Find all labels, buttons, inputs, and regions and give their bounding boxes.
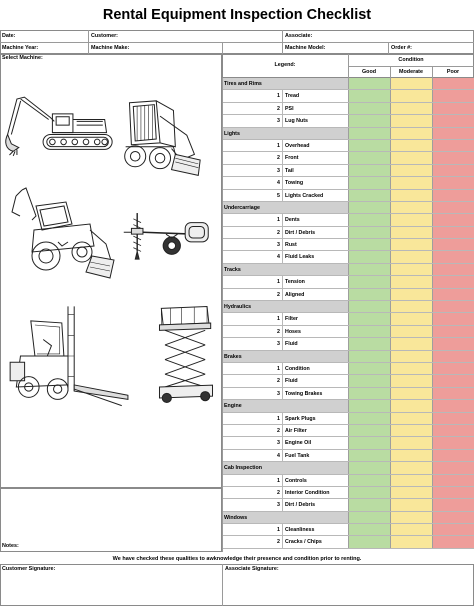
item-name: Cracks / Chips bbox=[282, 536, 348, 547]
condition-checkbox-good[interactable] bbox=[348, 90, 390, 101]
item-label bbox=[222, 437, 348, 448]
item-label bbox=[222, 313, 348, 324]
item-name: Tail bbox=[282, 165, 348, 176]
category-label: Engine bbox=[222, 400, 348, 411]
item-label bbox=[222, 375, 348, 386]
checklist-item-row bbox=[222, 313, 474, 325]
condition-checkbox-mod[interactable] bbox=[390, 239, 432, 250]
checklist-item-row bbox=[222, 165, 474, 177]
item-name: Fuel Tank bbox=[282, 450, 348, 461]
item-name: Rust bbox=[282, 239, 348, 250]
associate-field[interactable]: Associate: bbox=[285, 33, 313, 39]
condition-checkbox-mod[interactable] bbox=[390, 177, 432, 188]
condition-checkbox-mod[interactable] bbox=[390, 413, 432, 424]
condition-checkbox-mod[interactable] bbox=[390, 152, 432, 163]
item-label bbox=[222, 190, 348, 201]
item-label bbox=[222, 214, 348, 225]
associate-signature-field[interactable]: Associate Signature: bbox=[225, 566, 279, 572]
condition-cell-poor bbox=[432, 78, 474, 89]
checklist-item-row bbox=[222, 276, 474, 288]
notes-label: Notes: bbox=[2, 543, 19, 549]
condition-checkbox-poor[interactable] bbox=[432, 115, 474, 126]
condition-cell-good bbox=[348, 202, 390, 213]
item-number: 2 bbox=[277, 291, 280, 298]
checklist-item-row bbox=[222, 388, 474, 400]
condition-cell-poor bbox=[432, 202, 474, 213]
condition-checkbox-good[interactable] bbox=[348, 326, 390, 337]
condition-checkbox-good[interactable] bbox=[348, 450, 390, 461]
item-label bbox=[222, 326, 348, 337]
checklist-item-row bbox=[222, 239, 474, 251]
condition-checkbox-poor[interactable] bbox=[432, 437, 474, 448]
condition-checkbox-good[interactable] bbox=[348, 289, 390, 300]
condition-checkbox-good[interactable] bbox=[348, 214, 390, 225]
condition-checkbox-mod[interactable] bbox=[390, 425, 432, 436]
scissor-lift-icon[interactable] bbox=[154, 300, 218, 410]
category-row bbox=[222, 128, 474, 140]
item-label bbox=[222, 177, 348, 188]
item-label bbox=[222, 152, 348, 163]
condition-checkbox-mod[interactable] bbox=[390, 338, 432, 349]
condition-cell-good bbox=[348, 400, 390, 411]
item-name: Fluid bbox=[282, 375, 348, 386]
condition-checkbox-mod[interactable] bbox=[390, 214, 432, 225]
checklist-item-row bbox=[222, 140, 474, 152]
item-label bbox=[222, 115, 348, 126]
checklist-item-row bbox=[222, 214, 474, 226]
condition-checkbox-poor[interactable] bbox=[432, 499, 474, 510]
item-name: Hoses bbox=[282, 326, 348, 337]
condition-cell-poor bbox=[432, 301, 474, 312]
category-label: Windows bbox=[222, 512, 348, 523]
condition-checkbox-poor[interactable] bbox=[432, 475, 474, 486]
checklist-item-row bbox=[222, 425, 474, 437]
item-name: Lights Cracked bbox=[282, 190, 348, 201]
condition-checkbox-good[interactable] bbox=[348, 165, 390, 176]
condition-checkbox-poor[interactable] bbox=[432, 227, 474, 238]
condition-checkbox-mod[interactable] bbox=[390, 487, 432, 498]
item-name: Lug Nuts bbox=[282, 115, 348, 126]
item-number: 1 bbox=[277, 477, 280, 484]
item-number: 5 bbox=[277, 192, 280, 199]
item-number: 1 bbox=[277, 527, 280, 534]
checklist-item-row bbox=[222, 375, 474, 387]
condition-checkbox-poor[interactable] bbox=[432, 388, 474, 399]
condition-cell-poor bbox=[432, 462, 474, 473]
item-number: 3 bbox=[277, 440, 280, 447]
item-name: Engine Oil bbox=[282, 437, 348, 448]
item-label bbox=[222, 499, 348, 510]
condition-checkbox-good[interactable] bbox=[348, 276, 390, 287]
item-label bbox=[222, 289, 348, 300]
item-name: Spark Plugs bbox=[282, 413, 348, 424]
item-name: Interior Condition bbox=[282, 487, 348, 498]
item-label bbox=[222, 524, 348, 535]
item-label bbox=[222, 487, 348, 498]
category-label: Tracks bbox=[222, 264, 348, 275]
forklift-icon[interactable] bbox=[6, 304, 130, 408]
good-header: Good bbox=[361, 69, 377, 75]
condition-checkbox-mod[interactable] bbox=[390, 90, 432, 101]
condition-checkbox-good[interactable] bbox=[348, 152, 390, 163]
item-number: 2 bbox=[277, 539, 280, 546]
select-machine-label: Select Machine: bbox=[2, 55, 43, 61]
checklist-item-row bbox=[222, 90, 474, 102]
checklist-item-row bbox=[222, 177, 474, 189]
item-number: 3 bbox=[277, 118, 280, 125]
machine-model-field[interactable]: Machine Model: bbox=[285, 45, 326, 51]
condition-checkbox-mod[interactable] bbox=[390, 375, 432, 386]
item-number: 3 bbox=[277, 242, 280, 249]
condition-cell-mod bbox=[390, 202, 432, 213]
item-number: 3 bbox=[277, 167, 280, 174]
item-number: 1 bbox=[277, 217, 280, 224]
item-number: 3 bbox=[277, 502, 280, 509]
condition-checkbox-poor[interactable] bbox=[432, 165, 474, 176]
condition-checkbox-good[interactable] bbox=[348, 227, 390, 238]
item-number: 2 bbox=[277, 427, 280, 434]
item-label bbox=[222, 103, 348, 114]
condition-checkbox-poor[interactable] bbox=[432, 152, 474, 163]
item-number: 1 bbox=[277, 142, 280, 149]
category-row bbox=[222, 400, 474, 412]
condition-cell-good bbox=[348, 301, 390, 312]
condition-checkbox-mod[interactable] bbox=[390, 499, 432, 510]
condition-checkbox-good[interactable] bbox=[348, 313, 390, 324]
item-label bbox=[222, 450, 348, 461]
order-number-field[interactable]: Order #: bbox=[391, 45, 412, 51]
condition-cell-mod bbox=[390, 264, 432, 275]
item-name: Overhead bbox=[282, 140, 348, 151]
item-name: Towing bbox=[282, 177, 348, 188]
item-number: 1 bbox=[277, 316, 280, 323]
condition-cell-good bbox=[348, 78, 390, 89]
machine-make-field[interactable]: Machine Make: bbox=[91, 45, 130, 51]
item-number: 2 bbox=[277, 489, 280, 496]
condition-cell-mod bbox=[390, 462, 432, 473]
checklist-item-row bbox=[222, 524, 474, 536]
condition-checkbox-poor[interactable] bbox=[432, 338, 474, 349]
category-row bbox=[222, 462, 474, 474]
item-label bbox=[222, 276, 348, 287]
item-label bbox=[222, 239, 348, 250]
condition-checkbox-poor[interactable] bbox=[432, 190, 474, 201]
condition-checkbox-poor[interactable] bbox=[432, 375, 474, 386]
condition-checkbox-good[interactable] bbox=[348, 103, 390, 114]
condition-cell-mod bbox=[390, 128, 432, 139]
condition-checkbox-good[interactable] bbox=[348, 487, 390, 498]
checklist-item-row bbox=[222, 326, 474, 338]
condition-checkbox-good[interactable] bbox=[348, 115, 390, 126]
item-label bbox=[222, 251, 348, 262]
condition-cell-mod bbox=[390, 301, 432, 312]
condition-checkbox-mod[interactable] bbox=[390, 437, 432, 448]
category-row bbox=[222, 264, 474, 276]
condition-checkbox-good[interactable] bbox=[348, 338, 390, 349]
item-number: 2 bbox=[277, 229, 280, 236]
condition-cell-poor bbox=[432, 128, 474, 139]
item-number: 3 bbox=[277, 390, 280, 397]
condition-cell-mod bbox=[390, 351, 432, 362]
item-label bbox=[222, 475, 348, 486]
condition-checkbox-mod[interactable] bbox=[390, 115, 432, 126]
condition-checkbox-poor[interactable] bbox=[432, 413, 474, 424]
item-name: Front bbox=[282, 152, 348, 163]
poor-header: Poor bbox=[446, 69, 460, 75]
category-label: Cab Inspection bbox=[222, 462, 348, 473]
condition-checkbox-mod[interactable] bbox=[390, 140, 432, 151]
condition-checkbox-poor[interactable] bbox=[432, 239, 474, 250]
item-name: Filter bbox=[282, 313, 348, 324]
category-row bbox=[222, 78, 474, 90]
item-number: 1 bbox=[277, 365, 280, 372]
customer-signature-field[interactable]: Customer Signature: bbox=[2, 566, 56, 572]
item-label bbox=[222, 227, 348, 238]
item-name: Dirt / Debris bbox=[282, 227, 348, 238]
checklist-grid bbox=[222, 78, 474, 549]
item-number: 2 bbox=[277, 328, 280, 335]
item-name: Air Filter bbox=[282, 425, 348, 436]
condition-checkbox-good[interactable] bbox=[348, 190, 390, 201]
item-label bbox=[222, 90, 348, 101]
item-label bbox=[222, 140, 348, 151]
condition-checkbox-good[interactable] bbox=[348, 363, 390, 374]
condition-checkbox-mod[interactable] bbox=[390, 103, 432, 114]
skid-steer-icon[interactable] bbox=[118, 94, 204, 186]
checklist-item-row bbox=[222, 289, 474, 301]
condition-checkbox-mod[interactable] bbox=[390, 536, 432, 547]
category-label: Lights bbox=[222, 128, 348, 139]
condition-checkbox-poor[interactable] bbox=[432, 177, 474, 188]
condition-checkbox-poor[interactable] bbox=[432, 276, 474, 287]
condition-checkbox-mod[interactable] bbox=[390, 388, 432, 399]
condition-cell-mod bbox=[390, 512, 432, 523]
condition-checkbox-good[interactable] bbox=[348, 524, 390, 535]
condition-checkbox-poor[interactable] bbox=[432, 536, 474, 547]
condition-checkbox-good[interactable] bbox=[348, 239, 390, 250]
item-name: Fluid bbox=[282, 338, 348, 349]
notes-box[interactable] bbox=[0, 488, 222, 552]
checklist-item-row bbox=[222, 413, 474, 425]
checklist-item-row bbox=[222, 338, 474, 350]
category-row bbox=[222, 202, 474, 214]
backhoe-loader-icon[interactable] bbox=[6, 186, 116, 286]
condition-cell-good bbox=[348, 351, 390, 362]
item-name: Condition bbox=[282, 363, 348, 374]
checklist-item-row bbox=[222, 103, 474, 115]
item-number: 1 bbox=[277, 93, 280, 100]
condition-checkbox-poor[interactable] bbox=[432, 524, 474, 535]
condition-checkbox-poor[interactable] bbox=[432, 487, 474, 498]
condition-checkbox-poor[interactable] bbox=[432, 363, 474, 374]
item-name: PSI bbox=[282, 103, 348, 114]
item-label bbox=[222, 388, 348, 399]
condition-cell-poor bbox=[432, 264, 474, 275]
condition-checkbox-poor[interactable] bbox=[432, 251, 474, 262]
condition-checkbox-good[interactable] bbox=[348, 375, 390, 386]
page-title: Rental Equipment Inspection Checklist bbox=[102, 7, 372, 23]
checklist-item-row bbox=[222, 536, 474, 548]
condition-cell-good bbox=[348, 128, 390, 139]
condition-checkbox-good[interactable] bbox=[348, 413, 390, 424]
condition-cell-mod bbox=[390, 400, 432, 411]
condition-checkbox-mod[interactable] bbox=[390, 289, 432, 300]
checklist-item-row bbox=[222, 190, 474, 202]
condition-checkbox-good[interactable] bbox=[348, 388, 390, 399]
condition-checkbox-good[interactable] bbox=[348, 499, 390, 510]
checklist-item-row bbox=[222, 251, 474, 263]
condition-checkbox-good[interactable] bbox=[348, 251, 390, 262]
condition-checkbox-mod[interactable] bbox=[390, 326, 432, 337]
category-label: Hydraulics bbox=[222, 301, 348, 312]
condition-checkbox-mod[interactable] bbox=[390, 227, 432, 238]
category-label: Undercarriage bbox=[222, 202, 348, 213]
legend-label: Legend: bbox=[274, 62, 296, 68]
item-name: Cleanliness bbox=[282, 524, 348, 535]
category-label: Tires and Rims bbox=[222, 78, 348, 89]
condition-checkbox-poor[interactable] bbox=[432, 313, 474, 324]
checklist-item-row bbox=[222, 487, 474, 499]
item-name: Tread bbox=[282, 90, 348, 101]
checklist-item-row bbox=[222, 227, 474, 239]
condition-header: Condition bbox=[398, 57, 424, 63]
condition-checkbox-mod[interactable] bbox=[390, 190, 432, 201]
item-name: Dirt / Debris bbox=[282, 499, 348, 510]
condition-checkbox-mod[interactable] bbox=[390, 450, 432, 461]
item-label bbox=[222, 536, 348, 547]
condition-checkbox-poor[interactable] bbox=[432, 90, 474, 101]
category-row bbox=[222, 512, 474, 524]
excavator-icon[interactable] bbox=[2, 88, 114, 166]
item-label bbox=[222, 363, 348, 374]
condition-checkbox-poor[interactable] bbox=[432, 103, 474, 114]
item-name: Dents bbox=[282, 214, 348, 225]
checklist-item-row bbox=[222, 450, 474, 462]
checklist-item-row bbox=[222, 115, 474, 127]
machine-year-field[interactable]: Machine Year: bbox=[2, 45, 39, 51]
condition-checkbox-mod[interactable] bbox=[390, 251, 432, 262]
item-number: 2 bbox=[277, 378, 280, 385]
item-number: 1 bbox=[277, 279, 280, 286]
condition-cell-poor bbox=[432, 351, 474, 362]
checklist-item-row bbox=[222, 363, 474, 375]
checklist-item-row bbox=[222, 499, 474, 511]
item-name: Controls bbox=[282, 475, 348, 486]
condition-checkbox-good[interactable] bbox=[348, 177, 390, 188]
condition-checkbox-poor[interactable] bbox=[432, 214, 474, 225]
condition-checkbox-good[interactable] bbox=[348, 536, 390, 547]
condition-checkbox-good[interactable] bbox=[348, 140, 390, 151]
condition-checkbox-good[interactable] bbox=[348, 437, 390, 448]
customer-field[interactable]: Customer: bbox=[91, 33, 118, 39]
condition-checkbox-poor[interactable] bbox=[432, 326, 474, 337]
category-row bbox=[222, 301, 474, 313]
item-name: Fluid Leaks bbox=[282, 251, 348, 262]
item-number: 1 bbox=[277, 415, 280, 422]
item-label bbox=[222, 165, 348, 176]
item-number: 3 bbox=[277, 341, 280, 348]
condition-checkbox-mod[interactable] bbox=[390, 363, 432, 374]
condition-checkbox-poor[interactable] bbox=[432, 140, 474, 151]
acknowledgement-text: We have checked these qualities to awknowledge their presence and condition prior to renting. bbox=[112, 556, 362, 562]
condition-cell-good bbox=[348, 264, 390, 275]
date-field[interactable]: Date: bbox=[2, 33, 16, 39]
checklist-item-row bbox=[222, 437, 474, 449]
condition-checkbox-mod[interactable] bbox=[390, 524, 432, 535]
condition-checkbox-poor[interactable] bbox=[432, 450, 474, 461]
condition-checkbox-mod[interactable] bbox=[390, 475, 432, 486]
auger-trailer-icon[interactable] bbox=[118, 208, 214, 268]
item-number: 4 bbox=[277, 452, 280, 459]
item-number: 2 bbox=[277, 155, 280, 162]
item-label bbox=[222, 413, 348, 424]
item-number: 4 bbox=[277, 180, 280, 187]
condition-checkbox-good[interactable] bbox=[348, 425, 390, 436]
item-label bbox=[222, 338, 348, 349]
condition-checkbox-poor[interactable] bbox=[432, 425, 474, 436]
condition-checkbox-poor[interactable] bbox=[432, 289, 474, 300]
condition-cell-mod bbox=[390, 78, 432, 89]
condition-checkbox-mod[interactable] bbox=[390, 165, 432, 176]
category-row bbox=[222, 351, 474, 363]
condition-cell-poor bbox=[432, 400, 474, 411]
item-label bbox=[222, 425, 348, 436]
checklist-item-row bbox=[222, 475, 474, 487]
category-label: Brakes bbox=[222, 351, 348, 362]
item-number: 4 bbox=[277, 254, 280, 261]
condition-cell-poor bbox=[432, 512, 474, 523]
condition-cell-good bbox=[348, 512, 390, 523]
condition-checkbox-good[interactable] bbox=[348, 475, 390, 486]
condition-checkbox-mod[interactable] bbox=[390, 313, 432, 324]
moderate-header: Moderate bbox=[399, 69, 423, 75]
item-number: 2 bbox=[277, 105, 280, 112]
checklist-item-row bbox=[222, 152, 474, 164]
item-name: Aligned bbox=[282, 289, 348, 300]
condition-cell-good bbox=[348, 462, 390, 473]
item-name: Towing Brakes bbox=[282, 388, 348, 399]
condition-checkbox-mod[interactable] bbox=[390, 276, 432, 287]
item-name: Tension bbox=[282, 276, 348, 287]
